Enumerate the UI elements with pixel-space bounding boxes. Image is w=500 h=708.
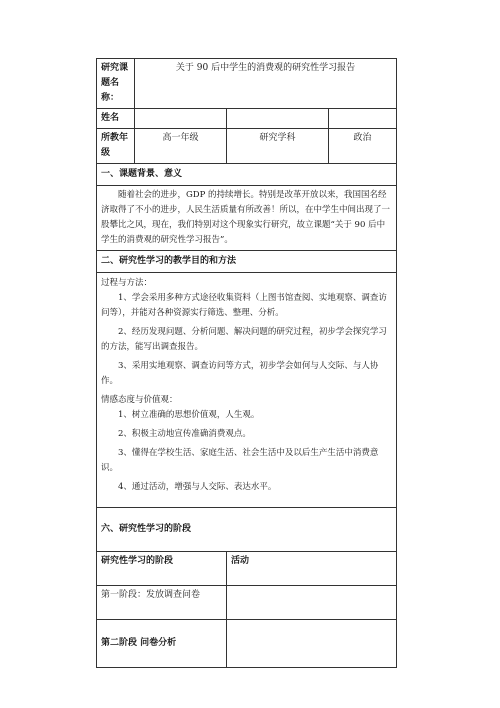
section1-body-cell (97, 186, 397, 251)
topic-value: 关于 90 后中学生的消费观的研究性学习报告 (135, 59, 397, 109)
stage-header-text: 研究性学习的阶段 (101, 556, 174, 566)
subject-value: 政治 (329, 129, 397, 164)
stage2-cell: 第二阶段 问卷分析 (97, 620, 227, 668)
process-item: 3、采用实地观察、调查访问等方式，初步学会如何与人交际、与人协作。 (101, 361, 379, 386)
process-heading: 过程与方法： (101, 278, 153, 288)
section2-title: 二、研究性学习的教学目的和方法 (97, 251, 397, 273)
attitude-item: 3、懂得在学校生活、家庭生活、社会生活中及以后生产生活中消费意识。 (101, 448, 379, 473)
name-value-cell (135, 109, 227, 129)
attitude-item: 1、树立准确的思想价值观，人生观。 (118, 410, 260, 420)
stage2-activity-cell (227, 620, 397, 668)
name-extra-cell (227, 109, 329, 129)
section1-body: 随着社会的进步，GDP 的持续增长。特别是改革开放以来，我国国名经济取得了不小的进步，人民生活质量有所改善！所以，在中学生中间出现了一股攀比之风，现在，我们特别对这个现象实行研究，故立课题“关于 90 后中学生的消费观的研究性学习报告”。 (101, 190, 391, 245)
section1-title: 一、课题背景、意义 (97, 164, 397, 186)
attitude-heading: 情感态度与价值观： (101, 395, 178, 405)
stage1-activity-cell (227, 586, 397, 620)
subject-label: 研究学科 (227, 129, 329, 164)
report-form (96, 58, 396, 668)
form-table (96, 58, 397, 668)
stage-column-header (97, 552, 227, 586)
section6-title: 六、研究性学习的阶段 (97, 508, 397, 552)
name-extra-cell-2 (329, 109, 397, 129)
attitude-item: 4、通过活动，增强与人交际、表达水平。 (118, 482, 277, 492)
activity-column-header: 活动 (227, 552, 397, 586)
section2-body-cell (97, 273, 397, 508)
grade-label: 所教年级 (97, 129, 135, 164)
name-label: 姓名 (97, 109, 135, 129)
grade-value: 高一年级 (135, 129, 227, 164)
attitude-item: 2、积极主动地宣传准确消费观点。 (118, 429, 251, 439)
topic-label: 研究课题名称： (97, 59, 135, 109)
process-item: 1、学会采用多种方式途径收集资料（上图书馆查阅、实地观察、调查访问等），并能对各种资源实行筛选、整理、分析。 (101, 293, 387, 318)
stage1-cell: 第一阶段：发放调查问卷 (97, 586, 227, 620)
process-item: 2、经历发现问题、分析问题、解决问题的研究过程，初步学会探究学习的方法，能写出调查报告。 (101, 327, 387, 352)
